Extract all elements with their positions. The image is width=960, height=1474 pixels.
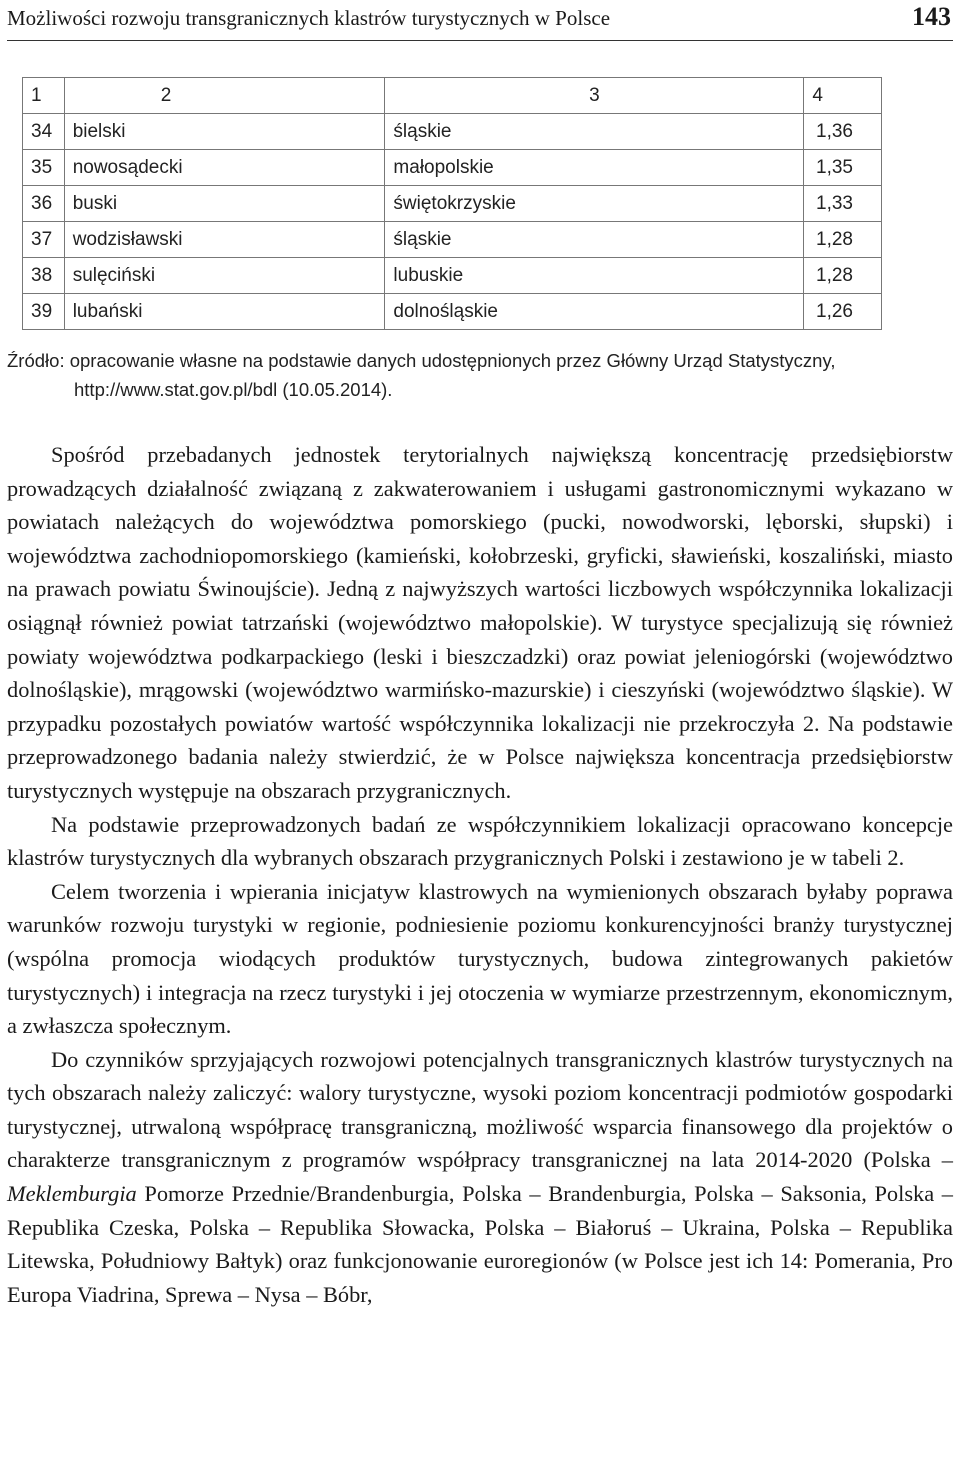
paragraph: Celem tworzenia i wpierania inicjatyw klastrowych na wymienionych obszarach byłaby poprawa warunków rozwoju turystyki w regionie, podniesienie poziomu konkurencyjności branży turystycznej (wspólna promocja wiodących produktów turystycznych, budowa zintegrowanych pakietów turystycznych) i integracja na rzecz turystyki i jej otoczenia w wymiarze przestrzennym, ekonomicznym, a zwłaszcza społecznym. — [7, 878, 953, 1039]
table-source-note: Źródło: opracowanie własne na podstawie danych udostępnionych przez Główny Urząd Statystyczny, http://www.stat.gov.pl/bdl (10.05.2014). — [7, 350, 836, 400]
table-cell-district: lubański — [64, 294, 385, 330]
table-header-cell: 1 — [23, 78, 65, 114]
table-header-cell: 3 — [385, 78, 804, 114]
table-row — [23, 222, 882, 258]
table-cell-district: buski — [64, 186, 385, 222]
table-row — [23, 186, 882, 222]
table-cell-value: 1,26 — [804, 294, 882, 330]
table-cell-rank: 38 — [23, 258, 65, 294]
table-cell-rank: 39 — [23, 294, 65, 330]
table-row — [23, 150, 882, 186]
header-rule — [7, 40, 953, 41]
table-cell-district: wodzisławski — [64, 222, 385, 258]
table-cell-value: 1,28 — [804, 258, 882, 294]
paragraph-text: Pomorze Przednie/Brandenburgia, Polska – Brandenburgia, Polska – Saksonia, Polska – Republika Czeska, Polska – Republika Słowacka, Polska – Białoruś – Ukraina, Polska – Republika Litewska, Południowy Bałtyk) oraz funkcjonowanie euroregionów (w Polsce jest ich 14: Pomerania, Pro Europa Viadrina, Sprewa – Nysa – Bóbr, — [7, 1181, 953, 1307]
body-text — [7, 438, 953, 1311]
running-head: Możliwości rozwoju transgranicznych klastrów turystycznych w Polsce — [7, 6, 611, 30]
table-cell-rank: 35 — [23, 150, 65, 186]
table-header-cell: 4 — [804, 78, 882, 114]
table-cell-value: 1,33 — [804, 186, 882, 222]
paragraph: Spośród przebadanych jednostek terytorialnych największą koncentrację przedsiębiorstw prowadzących działalność związaną z zakwaterowaniem i usługami gastronomicznymi wykazano w powiatach należących do województwa pomorskiego (pucki, nowodworski, lęborski, słupski) i województwa zachodniopomorskiego (kamieński, kołobrzeski, gryficki, sławieński, koszaliński, miasto na prawach powiatu Świnoujście). Jedną z najwyższych wartości liczbowych współczynnika lokalizacji osiągnął również powiat tatrzański (województwo małopolskie). W turystyce specjalizują się również powiaty województwa podkarpackiego (leski i bieszczadzki) oraz powiat jeleniogórski (województwo dolnośląskie), mrągowski (województwo warmińsko-mazurskie) i cieszyński (województwo śląskie). W przypadku pozostałych powiatów wartość współczynnika lokalizacji nie przekroczyła 2. Na podstawie przeprowadzonego badania należy stwierdzić, że w Polsce największa koncentracja przedsiębiorstw turystycznych występuje na obszarach przygranicznych. — [7, 442, 953, 803]
table-cell-rank: 37 — [23, 222, 65, 258]
table-cell-voivodeship: śląskie — [385, 222, 804, 258]
paragraph-text: Do czynników sprzyjających rozwojowi potencjalnych transgranicznych klastrów turystycznych na tych obszarach należy zaliczyć: walory turystyczne, wysoki poziom koncentracji podmiotów gospodarki turystycznej, utrwaloną współpracę transgraniczną, możliwość wsparcia finansowego dla projektów o charakterze transgranicznym z programów współpracy transgranicznej na lata 2014-2020 (Polska – — [7, 1046, 953, 1173]
table-cell-voivodeship: dolnośląskie — [385, 294, 804, 330]
paragraph: Na podstawie przeprowadzonych badań ze współczynnikiem lokalizacji opracowano koncepcje klastrów turystycznych dla wybranych obszarach przygranicznych Polski i zestawiono je w tabeli 2. — [7, 811, 953, 871]
table-cell-value: 1,36 — [804, 114, 882, 150]
table-cell-voivodeship: świętokrzyskie — [385, 186, 804, 222]
table-header-cell: 2 — [64, 78, 385, 114]
paragraph — [7, 1043, 953, 1312]
table-cell-rank: 36 — [23, 186, 65, 222]
table-cell-value: 1,28 — [804, 222, 882, 258]
page-number: 143 — [912, 2, 951, 31]
table-cell-rank: 34 — [23, 114, 65, 150]
table-header-row — [23, 78, 882, 114]
table-cell-value: 1,35 — [804, 150, 882, 186]
table-cell-district: bielski — [64, 114, 385, 150]
table-row — [23, 294, 882, 330]
table-row — [23, 258, 882, 294]
table-cell-voivodeship: małopolskie — [385, 150, 804, 186]
data-table — [22, 77, 882, 330]
table-cell-district: nowosądecki — [64, 150, 385, 186]
table-cell-voivodeship: śląskie — [385, 114, 804, 150]
table-cell-district: sulęciński — [64, 258, 385, 294]
table-row — [23, 114, 882, 150]
italic-term: Meklemburgia — [7, 1181, 137, 1207]
table-cell-voivodeship: lubuskie — [385, 258, 804, 294]
page-header — [7, 0, 953, 40]
